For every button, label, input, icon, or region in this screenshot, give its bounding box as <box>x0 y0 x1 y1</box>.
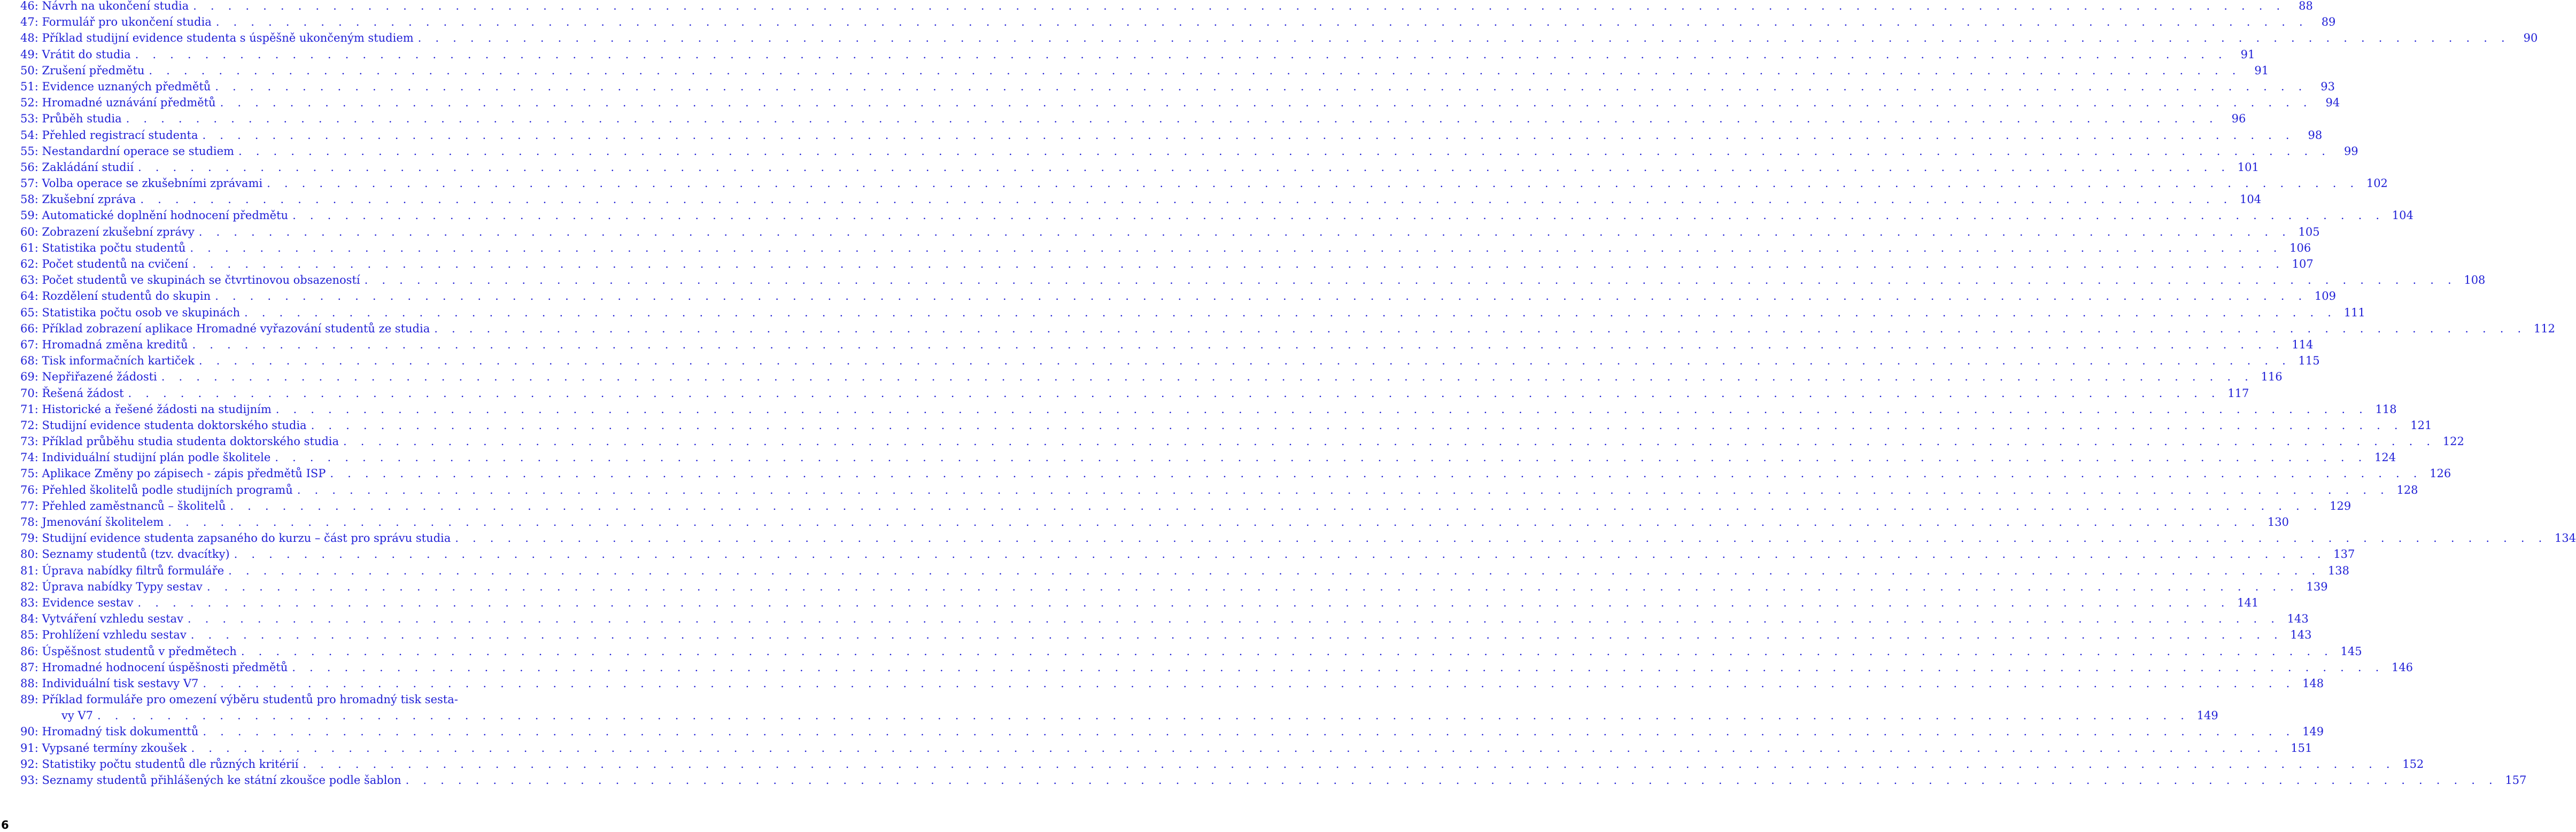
toc-entry[interactable] <box>20 46 2255 63</box>
dot-leader: . . . . . . . . . . . . . . . . . . . . . . . . . . . . . . . . . . . . . . . . . . . . . . . . . . . . . . . . . . . . . . . . . . . . . . . . . . . . . . . . . . . . . . . . . . . . . . . . . . . . . . . . . . . . . . . . . . . . . . . . <box>215 80 2307 93</box>
toc-entry-label: 56: Zakládání studií <box>20 160 134 174</box>
toc-entry-label: 68: Tisk informačních kartiček <box>20 354 195 368</box>
toc-entry[interactable] <box>20 675 2324 691</box>
dot-leader: . . . . . . . . . . . . . . . . . . . . . . . . . . . . . . . . . . . . . . . . . . . . . . . . . . . . . . . . . . . . . . . . . . . . . . . . . . . . . . . . . . . . . . . . . . . . . . . . . . . . . . . . . . . . . . . . . . . . . . . . <box>198 354 2291 368</box>
toc-entry-label: 77: Přehled zaměstnanců – školitelů <box>20 499 226 512</box>
dot-leader: . . . . . . . . . . . . . . . . . . . . . . . . . . . . . . . . . . . . . . . . . . . . . . . . . . . . . . . . . . . . . . . . . . . . . . . . . . . . . . . . . . . . . . . . . . . . . . . . . . . . . . . . . . . . . . . . . . . . . . . . <box>220 96 2312 110</box>
toc-entry-label: 79: Studijní evidence studenta zapsaného do kurzu – část pro správu studia <box>20 532 451 545</box>
dot-leader: . . . . . . . . . . . . . . . . . . . . . . . . . . . . . . . . . . . . . . . . . . . . . . . . . . . . . . . . . . . . . . . . . . . . . . . . . . . . . . . . . . . . . . . . . . . . . . . . . . . . . . . . . . . . . . . . . . . . . . . . <box>206 580 2299 593</box>
dot-leader: . . . . . . . . . . . . . . . . . . . . . . . . . . . . . . . . . . . . . . . . . . . . . . . . . . . . . . . . . . . . . . . . . . . . . . . . . . . . . . . . . . . . . . . . . . . . . . . . . . . . . . . . . . . . . . . . . . . . . . . . <box>168 516 2260 528</box>
toc-entry[interactable] <box>20 111 2246 127</box>
toc-entry-page: 146 <box>2391 660 2413 674</box>
toc-entry-label: 80: Seznamy studentů (tzv. dvacítky) <box>20 548 230 561</box>
toc-entry-page: 89 <box>2321 15 2336 29</box>
toc-entry-page: 114 <box>2292 338 2314 351</box>
dot-leader: . . . . . . . . . . . . . . . . . . . . . . . . . . . . . . . . . . . . . . . . . . . . . . . . . . . . . . . . . . . . . . . . . . . . . . . . . . . . . . . . . . . . . . . . . . . . . . . . . . . . . . . . . . . . . . . . . . . . . . . . <box>191 741 2284 755</box>
toc-entry-page: 137 <box>2333 548 2355 561</box>
toc-entry-page: 141 <box>2237 596 2259 609</box>
toc-entry-page: 149 <box>2302 725 2324 738</box>
toc-entry-label: 63: Počet studentů ve skupinách se čtvrtinovou obsazeností <box>20 274 360 287</box>
toc-entry-page: 130 <box>2267 516 2289 528</box>
toc-entry-label: 76: Přehled školitelů podle studijních programů <box>20 483 293 496</box>
dot-leader: . . . . . . . . . . . . . . . . . . . . . . . . . . . . . . . . . . . . . . . . . . . . . . . . . . . . . . . . . . . . . . . . . . . . . . . . . . . . . . . . . . . . . . . . . . . . . . . . . . . . . . . . . . . . . . . . . . . . . . . . <box>187 612 2280 626</box>
toc-entry-label: 93: Seznamy studentů přihlášených ke státní zkoušce podle šablon <box>20 774 401 787</box>
dot-leader: . . . . . . . . . . . . . . . . . . . . . . . . . . . . . . . . . . . . . . . . . . . . . . . . . . . . . . . . . . . . . . . . . . . . . . . . . . . . . . . . . . . . . . . . . . . . . . . . . . . . . . . . . . . . . . . . . . . . . . . . <box>292 209 2385 222</box>
dot-leader: . . . . . . . . . . . . . . . . . . . . . . . . . . . . . . . . . . . . . . . . . . . . . . . . . . . . . . . . . . . . . . . . . . . . . . . . . . . . . . . . . . . . . . . . . . . . . . . . . . . . . . . . . . . . . . . . . . . . . . . . <box>138 160 2230 174</box>
toc-entry[interactable] <box>20 417 2432 433</box>
toc-entry-continuation[interactable] <box>20 707 2218 724</box>
toc-entry-page: 134 <box>2555 532 2576 545</box>
dot-leader: . . . . . . . . . . . . . . . . . . . . . . . . . . . . . . . . . . . . . . . . . . . . . . . . . . . . . . . . . . . . . . . . . . . . . . . . . . . . . . . . . . . . . . . . . . . . . . . . . . . . . . . . . . . . . . . . . . . . . . . . <box>434 322 2526 335</box>
toc-entry-label: 47: Formulář pro ukončení studia <box>20 15 212 29</box>
dot-leader: . . . . . . . . . . . . . . . . . . . . . . . . . . . . . . . . . . . . . . . . . . . . . . . . . . . . . . . . . . . . . . . . . . . . . . . . . . . . . . . . . . . . . . . . . . . . . . . . . . . . . . . . . . . . . . . . . . . . . . . . <box>161 370 2254 384</box>
toc-entry[interactable] <box>20 63 2269 79</box>
dot-leader: . . . . . . . . . . . . . . . . . . . . . . . . . . . . . . . . . . . . . . . . . . . . . . . . . . . . . . . . . . . . . . . . . . . . . . . . . . . . . . . . . . . . . . . . . . . . . . . . . . . . . . . . . . . . . . . . . . . . . . . . <box>203 725 2295 738</box>
dot-leader: . . . . . . . . . . . . . . . . . . . . . . . . . . . . . . . . . . . . . . . . . . . . . . . . . . . . . . . . . . . . . . . . . . . . . . . . . . . . . . . . . . . . . . . . . . . . . . . . . . . . . . . . . . . . . . . . . . . . . . . . <box>126 112 2218 126</box>
toc-entry-label: 66: Příklad zobrazení aplikace Hromadné vyřazování studentů ze studia <box>20 322 430 335</box>
dot-leader: . . . . . . . . . . . . . . . . . . . . . . . . . . . . . . . . . . . . . . . . . . . . . . . . . . . . . . . . . . . . . . . . . . . . . . . . . . . . . . . . . . . . . . . . . . . . . . . . . . . . . . . . . . . . . . . . . . . . . . . . <box>241 644 2333 658</box>
dot-leader: . . . . . . . . . . . . . . . . . . . . . . . . . . . . . . . . . . . . . . . . . . . . . . . . . . . . . . . . . . . . . . . . . . . . . . . . . . . . . . . . . . . . . . . . . . . . . . . . . . . . . . . . . . . . . . . . . . . . . . . . <box>275 451 2367 464</box>
toc-entry[interactable] <box>20 353 2320 369</box>
toc-entry-label: 74: Individuální studijní plán podle školitele <box>20 451 271 464</box>
toc-entry[interactable] <box>20 175 2388 191</box>
toc-entry-page: 88 <box>2299 0 2313 12</box>
toc-entry-label: 64: Rozdělení studentů do skupin <box>20 290 211 303</box>
toc-entry[interactable] <box>20 288 2336 304</box>
dot-leader: . . . . . . . . . . . . . . . . . . . . . . . . . . . . . . . . . . . . . . . . . . . . . . . . . . . . . . . . . . . . . . . . . . . . . . . . . . . . . . . . . . . . . . . . . . . . . . . . . . . . . . . . . . . . . . . . . . . . . . . . <box>215 15 2308 29</box>
toc-entry-page: 91 <box>2240 48 2255 61</box>
toc-entry[interactable] <box>20 369 2283 385</box>
toc-entry-label: 92: Statistiky počtu studentů dle různých kritérií <box>20 757 299 771</box>
toc-entry[interactable] <box>20 627 2312 643</box>
toc-entry-page: 106 <box>2289 241 2311 254</box>
dot-leader: . . . . . . . . . . . . . . . . . . . . . . . . . . . . . . . . . . . . . . . . . . . . . . . . . . . . . . . . . . . . . . . . . . . . . . . . . . . . . . . . . . . . . . . . . . . . . . . . . . . . . . . . . . . . . . . . . . . . . . . . <box>267 177 2359 190</box>
toc-entry-label: 83: Evidence sestav <box>20 596 134 609</box>
toc-entry-page: 96 <box>2231 112 2246 126</box>
dot-leader: . . . . . . . . . . . . . . . . . . . . . . . . . . . . . . . . . . . . . . . . . . . . . . . . . . . . . . . . . . . . . . . . . . . . . . . . . . . . . . . . . . . . . . . . . . . . . . . . . . . . . . . . . . . . . . . . . . . . . . . . <box>137 596 2230 609</box>
dot-leader: . . . . . . . . . . . . . . . . . . . . . . . . . . . . . . . . . . . . . . . . . . . . . . . . . . . . . . . . . . . . . . . . . . . . . . . . . . . . . . . . . . . . . . . . . . . . . . . . . . . . . . . . . . . . . . . . . . . . . . . . <box>292 660 2384 674</box>
toc-entry[interactable] <box>20 530 2576 546</box>
dot-leader: . . . . . . . . . . . . . . . . . . . . . . . . . . . . . . . . . . . . . . . . . . . . . . . . . . . . . . . . . . . . . . . . . . . . . . . . . . . . . . . . . . . . . . . . . . . . . . . . . . . . . . . . . . . . . . . . . . . . . . . . <box>303 757 2395 771</box>
dot-leader: . . . . . . . . . . . . . . . . . . . . . . . . . . . . . . . . . . . . . . . . . . . . . . . . . . . . . . . . . . . . . . . . . . . . . . . . . . . . . . . . . . . . . . . . . . . . . . . . . . . . . . . . . . . . . . . . . . . . . . . . <box>455 532 2547 545</box>
dot-leader: . . . . . . . . . . . . . . . . . . . . . . . . . . . . . . . . . . . . . . . . . . . . . . . . . . . . . . . . . . . . . . . . . . . . . . . . . . . . . . . . . . . . . . . . . . . . . . . . . . . . . . . . . . . . . . . . . . . . . . . . <box>343 435 2435 448</box>
toc-entry-page: 108 <box>2464 274 2486 287</box>
toc-entry[interactable] <box>20 611 2309 627</box>
dot-leader: . . . . . . . . . . . . . . . . . . . . . . . . . . . . . . . . . . . . . . . . . . . . . . . . . . . . . . . . . . . . . . . . . . . . . . . . . . . . . . . . . . . . . . . . . . . . . . . . . . . . . . . . . . . . . . . . . . . . . . . . <box>190 241 2283 254</box>
toc-entry-label: 69: Nepřiřazené žádosti <box>20 370 157 384</box>
toc-entry-page: 94 <box>2325 96 2340 110</box>
toc-entry-page: 91 <box>2254 64 2269 77</box>
toc-entry-page: 126 <box>2430 467 2451 480</box>
toc-entry-page: 112 <box>2533 322 2556 335</box>
toc-entry[interactable] <box>20 756 2424 772</box>
toc-entry[interactable] <box>20 14 2336 30</box>
dot-leader: . . . . . . . . . . . . . . . . . . . . . . . . . . . . . . . . . . . . . . . . . . . . . . . . . . . . . . . . . . . . . . . . . . . . . . . . . . . . . . . . . . . . . . . . . . . . . . . . . . . . . . . . . . . . . . . . . . . . . . . . <box>405 774 2498 787</box>
list-of-figures <box>20 0 2576 788</box>
toc-entry-label: 61: Statistika počtu studentů <box>20 241 186 254</box>
toc-entry[interactable] <box>20 465 2451 481</box>
toc-entry-page: 129 <box>2330 499 2351 512</box>
toc-entry-label: 51: Evidence uznaných předmětů <box>20 80 211 93</box>
toc-entry-label: 60: Zobrazení zkušební zprávy <box>20 225 195 238</box>
toc-entry-label: 46: Návrh na ukončení studia <box>20 0 189 12</box>
toc-entry-label: 67: Hromadná změna kreditů <box>20 338 188 351</box>
toc-entry[interactable] <box>20 321 2556 337</box>
toc-entry-label: 88: Individuální tisk sestavy V7 <box>20 677 199 690</box>
toc-entry[interactable] <box>20 579 2328 595</box>
toc-entry-page: 143 <box>2287 612 2309 626</box>
toc-entry-label: 62: Počet studentů na cvičení <box>20 258 188 270</box>
toc-entry-page: 107 <box>2292 258 2314 270</box>
dot-leader: . . . . . . . . . . . . . . . . . . . . . . . . . . . . . . . . . . . . . . . . . . . . . . . . . . . . . . . . . . . . . . . . . . . . . . . . . . . . . . . . . . . . . . . . . . . . . . . . . . . . . . . . . . . . . . . . . . . . . . . . <box>202 128 2295 142</box>
toc-entry-page: 118 <box>2375 402 2397 416</box>
toc-entry[interactable] <box>20 385 2249 401</box>
toc-entry[interactable] <box>20 514 2289 530</box>
toc-entry-page: 145 <box>2340 644 2362 658</box>
toc-entry-label: 48: Příklad studijní evidence studenta s úspěšně ukončeným studiem <box>20 32 414 45</box>
toc-entry-label: 65: Statistika počtu osob ve skupinách <box>20 306 240 319</box>
toc-entry-page: 151 <box>2291 741 2312 755</box>
dot-leader: . . . . . . . . . . . . . . . . . . . . . . . . . . . . . . . . . . . . . . . . . . . . . . . . . . . . . . . . . . . . . . . . . . . . . . . . . . . . . . . . . . . . . . . . . . . . . . . . . . . . . . . . . . . . . . . . . . . . . . . . <box>193 0 2285 12</box>
toc-entry[interactable] <box>20 30 2538 46</box>
toc-entry-page: 124 <box>2374 451 2396 464</box>
toc-entry[interactable] <box>20 401 2397 417</box>
toc-entry[interactable] <box>20 240 2311 256</box>
toc-entry-label: 85: Prohlížení vzhledu sestav <box>20 628 187 642</box>
toc-entry-page: 111 <box>2343 306 2365 319</box>
toc-entry-label: 72: Studijní evidence studenta doktorského studia <box>20 418 307 432</box>
toc-entry[interactable] <box>20 159 2259 175</box>
toc-entry[interactable] <box>20 724 2324 740</box>
toc-entry[interactable] <box>20 643 2362 659</box>
toc-entries <box>20 0 2576 788</box>
dot-leader: . . . . . . . . . . . . . . . . . . . . . . . . . . . . . . . . . . . . . . . . . . . . . . . . . . . . . . . . . . . . . . . . . . . . . . . . . . . . . . . . . . . . . . . . . . . . . . . . . . . . . . . . . . . . . . . . . . . . . . . . <box>198 225 2291 238</box>
toc-entry[interactable] <box>20 95 2340 111</box>
toc-entry[interactable] <box>20 337 2314 353</box>
toc-entry-label: 71: Historické a řešené žádosti na studijním <box>20 402 272 416</box>
toc-entry[interactable] <box>20 498 2351 514</box>
toc-entry[interactable] <box>20 127 2323 143</box>
dot-leader: . . . . . . . . . . . . . . . . . . . . . . . . . . . . . . . . . . . . . . . . . . . . . . . . . . . . . . . . . . . . . . . . . . . . . . . . . . . . . . . . . . . . . . . . . . . . . . . . . . . . . . . . . . . . . . . . . . . . . . . . <box>190 628 2283 642</box>
toc-entry-label: 58: Zkušební zpráva <box>20 193 136 206</box>
toc-entry-label: 86: Úspěšnost studentů v předmětech <box>20 644 237 658</box>
toc-entry-label: 73: Příklad průběhu studia studenta doktorského studia <box>20 435 339 448</box>
toc-entry-label: 75: Aplikace Změny po zápisech - zápis předmětů ISP <box>20 467 326 480</box>
dot-leader: . . . . . . . . . . . . . . . . . . . . . . . . . . . . . . . . . . . . . . . . . . . . . . . . . . . . . . . . . . . . . . . . . . . . . . . . . . . . . . . . . . . . . . . . . . . . . . . . . . . . . . . . . . . . . . . . . . . . . . . . <box>311 418 2403 432</box>
toc-entry[interactable] <box>20 79 2335 95</box>
toc-entry-page: 128 <box>2396 483 2418 496</box>
toc-entry[interactable] <box>20 224 2320 240</box>
dot-leader: . . . . . . . . . . . . . . . . . . . . . . . . . . . . . . . . . . . . . . . . . . . . . . . . . . . . . . . . . . . . . . . . . . . . . . . . . . . . . . . . . . . . . . . . . . . . . . . . . . . . . . . . . . . . . . . . . . . . . . . . <box>97 709 2190 722</box>
dot-leader: . . . . . . . . . . . . . . . . . . . . . . . . . . . . . . . . . . . . . . . . . . . . . . . . . . . . . . . . . . . . . . . . . . . . . . . . . . . . . . . . . . . . . . . . . . . . . . . . . . . . . . . . . . . . . . . . . . . . . . . . <box>330 467 2423 480</box>
toc-entry-label: 53: Průběh studia <box>20 112 122 126</box>
page-number: 6 <box>1 819 9 831</box>
toc-entry-page: 109 <box>2314 290 2336 303</box>
toc-entry-label: 90: Hromadný tisk dokumenttů <box>20 725 199 738</box>
dot-leader: . . . . . . . . . . . . . . . . . . . . . . . . . . . . . . . . . . . . . . . . . . . . . . . . . . . . . . . . . . . . . . . . . . . . . . . . . . . . . . . . . . . . . . . . . . . . . . . . . . . . . . . . . . . . . . . . . . . . . . . . <box>140 193 2233 206</box>
dot-leader: . . . . . . . . . . . . . . . . . . . . . . . . . . . . . . . . . . . . . . . . . . . . . . . . . . . . . . . . . . . . . . . . . . . . . . . . . . . . . . . . . . . . . . . . . . . . . . . . . . . . . . . . . . . . . . . . . . . . . . . . <box>192 258 2285 270</box>
toc-entry[interactable] <box>20 0 2313 14</box>
toc-entry[interactable] <box>20 659 2413 675</box>
toc-entry-label: 59: Automatické doplnění hodnocení předmětu <box>20 209 289 222</box>
toc-entry-label: 82: Úprava nabídky Typy sestav <box>20 580 203 593</box>
dot-leader: . . . . . . . . . . . . . . . . . . . . . . . . . . . . . . . . . . . . . . . . . . . . . . . . . . . . . . . . . . . . . . . . . . . . . . . . . . . . . . . . . . . . . . . . . . . . . . . . . . . . . . . . . . . . . . . . . . . . . . . . <box>364 274 2457 287</box>
toc-entry-page: 104 <box>2392 209 2413 222</box>
toc-entry-label: 84: Vytváření vzhledu sestav <box>20 612 183 626</box>
toc-entry-page: 104 <box>2240 193 2262 206</box>
dot-leader: . . . . . . . . . . . . . . . . . . . . . . . . . . . . . . . . . . . . . . . . . . . . . . . . . . . . . . . . . . . . . . . . . . . . . . . . . . . . . . . . . . . . . . . . . . . . . . . . . . . . . . . . . . . . . . . . . . . . . . . . <box>234 548 2326 561</box>
toc-entry[interactable] <box>20 563 2349 579</box>
toc-entry-page: 90 <box>2523 32 2538 45</box>
toc-entry-page: 157 <box>2505 774 2527 787</box>
toc-entry-label: 50: Zrušení předmětu <box>20 64 145 77</box>
toc-entry-page: 116 <box>2261 370 2283 384</box>
toc-entry[interactable] <box>20 305 2365 321</box>
toc-entry[interactable] <box>20 207 2413 223</box>
toc-entry-page: 152 <box>2402 757 2424 771</box>
toc-entry-label: 49: Vrátit do studia <box>20 48 131 61</box>
toc-entry-label: 52: Hromadné uznávání předmětů <box>20 96 216 110</box>
toc-entry-page: 93 <box>2320 80 2335 93</box>
toc-entry-label: 54: Přehled registrací studenta <box>20 128 198 142</box>
toc-entry-page: 143 <box>2290 628 2312 642</box>
dot-leader: . . . . . . . . . . . . . . . . . . . . . . . . . . . . . . . . . . . . . . . . . . . . . . . . . . . . . . . . . . . . . . . . . . . . . . . . . . . . . . . . . . . . . . . . . . . . . . . . . . . . . . . . . . . . . . . . . . . . . . . . <box>135 48 2227 61</box>
dot-leader: . . . . . . . . . . . . . . . . . . . . . . . . . . . . . . . . . . . . . . . . . . . . . . . . . . . . . . . . . . . . . . . . . . . . . . . . . . . . . . . . . . . . . . . . . . . . . . . . . . . . . . . . . . . . . . . . . . . . . . . . <box>203 677 2295 690</box>
dot-leader: . . . . . . . . . . . . . . . . . . . . . . . . . . . . . . . . . . . . . . . . . . . . . . . . . . . . . . . . . . . . . . . . . . . . . . . . . . . . . . . . . . . . . . . . . . . . . . . . . . . . . . . . . . . . . . . . . . . . . . . . <box>230 499 2323 512</box>
toc-entry-page: 99 <box>2343 144 2358 158</box>
toc-entry[interactable] <box>20 595 2259 611</box>
toc-entry[interactable] <box>20 482 2418 498</box>
toc-entry-label: 70: Řešená žádost <box>20 386 124 400</box>
toc-entry-label: 57: Volba operace se zkušebními zprávami <box>20 177 263 190</box>
toc-entry-page: 105 <box>2298 225 2320 238</box>
toc-entry-label-continuation: vy V7 <box>61 709 93 722</box>
dot-leader: . . . . . . . . . . . . . . . . . . . . . . . . . . . . . . . . . . . . . . . . . . . . . . . . . . . . . . . . . . . . . . . . . . . . . . . . . . . . . . . . . . . . . . . . . . . . . . . . . . . . . . . . . . . . . . . . . . . . . . . . <box>215 290 2307 303</box>
toc-entry-page: 122 <box>2442 435 2464 448</box>
toc-entry[interactable] <box>20 546 2355 562</box>
toc-entry-label: 91: Vypsané termíny zkoušek <box>20 741 187 755</box>
toc-entry-page: 115 <box>2298 354 2320 368</box>
dot-leader: . . . . . . . . . . . . . . . . . . . . . . . . . . . . . . . . . . . . . . . . . . . . . . . . . . . . . . . . . . . . . . . . . . . . . . . . . . . . . . . . . . . . . . . . . . . . . . . . . . . . . . . . . . . . . . . . . . . . . . . . <box>128 386 2221 400</box>
toc-entry-page: 117 <box>2227 386 2249 400</box>
toc-entry-page: 102 <box>2366 177 2388 190</box>
dot-leader: . . . . . . . . . . . . . . . . . . . . . . . . . . . . . . . . . . . . . . . . . . . . . . . . . . . . . . . . . . . . . . . . . . . . . . . . . . . . . . . . . . . . . . . . . . . . . . . . . . . . . . . . . . . . . . . . . . . . . . . . <box>417 32 2510 45</box>
toc-entry-label: 81: Úprava nabídky filtrů formuláře <box>20 564 225 577</box>
toc-entry-label: 87: Hromadné hodnocení úspěšnosti předmětů <box>20 660 288 674</box>
toc-entry-page: 121 <box>2410 418 2432 432</box>
toc-entry-page: 138 <box>2327 564 2349 577</box>
dot-leader: . . . . . . . . . . . . . . . . . . . . . . . . . . . . . . . . . . . . . . . . . . . . . . . . . . . . . . . . . . . . . . . . . . . . . . . . . . . . . . . . . . . . . . . . . . . . . . . . . . . . . . . . . . . . . . . . . . . . . . . . <box>275 402 2368 416</box>
dot-leader: . . . . . . . . . . . . . . . . . . . . . . . . . . . . . . . . . . . . . . . . . . . . . . . . . . . . . . . . . . . . . . . . . . . . . . . . . . . . . . . . . . . . . . . . . . . . . . . . . . . . . . . . . . . . . . . . . . . . . . . . <box>238 144 2331 158</box>
toc-entry-label: 78: Jmenování školitelem <box>20 516 164 528</box>
dot-leader: . . . . . . . . . . . . . . . . . . . . . . . . . . . . . . . . . . . . . . . . . . . . . . . . . . . . . . . . . . . . . . . . . . . . . . . . . . . . . . . . . . . . . . . . . . . . . . . . . . . . . . . . . . . . . . . . . . . . . . . . <box>192 338 2285 351</box>
toc-entry[interactable] <box>20 143 2358 159</box>
toc-entry-page: 149 <box>2196 709 2218 722</box>
toc-entry-label: 55: Nestandardní operace se studiem <box>20 144 234 158</box>
toc-entry-page: 98 <box>2308 128 2323 142</box>
toc-entry[interactable] <box>20 691 512 707</box>
toc-entry[interactable] <box>20 272 2486 288</box>
toc-entry[interactable] <box>20 772 2527 788</box>
dot-leader: . . . . . . . . . . . . . . . . . . . . . . . . . . . . . . . . . . . . . . . . . . . . . . . . . . . . . . . . . . . . . . . . . . . . . . . . . . . . . . . . . . . . . . . . . . . . . . . . . . . . . . . . . . . . . . . . . . . . . . . . <box>297 483 2389 496</box>
toc-entry[interactable] <box>20 433 2464 449</box>
toc-entry-page: 148 <box>2302 677 2324 690</box>
dot-leader: . . . . . . . . . . . . . . . . . . . . . . . . . . . . . . . . . . . . . . . . . . . . . . . . . . . . . . . . . . . . . . . . . . . . . . . . . . . . . . . . . . . . . . . . . . . . . . . . . . . . . . . . . . . . . . . . . . . . . . . . <box>228 564 2320 577</box>
dot-leader: . . . . . . . . . . . . . . . . . . . . . . . . . . . . . . . . . . . . . . . . . . . . . . . . . . . . . . . . . . . . . . . . . . . . . . . . . . . . . . . . . . . . . . . . . . . . . . . . . . . . . . . . . . . . . . . . . . . . . . . . <box>149 64 2241 77</box>
toc-entry[interactable] <box>20 256 2314 272</box>
toc-entry[interactable] <box>20 191 2262 207</box>
toc-entry[interactable] <box>20 449 2396 465</box>
dot-leader: . . . . . . . . . . . . . . . . . . . . . . . . . . . . . . . . . . . . . . . . . . . . . . . . . . . . . . . . . . . . . . . . . . . . . . . . . . . . . . . . . . . . . . . . . . . . . . . . . . . . . . . . . . . . . . . . . . . . . . . . <box>244 306 2337 319</box>
toc-entry-page: 139 <box>2306 580 2328 593</box>
toc-entry-label: 89: Příklad formuláře pro omezení výběru studentů pro hromadný tisk sesta- <box>20 693 458 706</box>
toc-entry-page: 101 <box>2237 160 2259 174</box>
toc-entry[interactable] <box>20 740 2312 756</box>
